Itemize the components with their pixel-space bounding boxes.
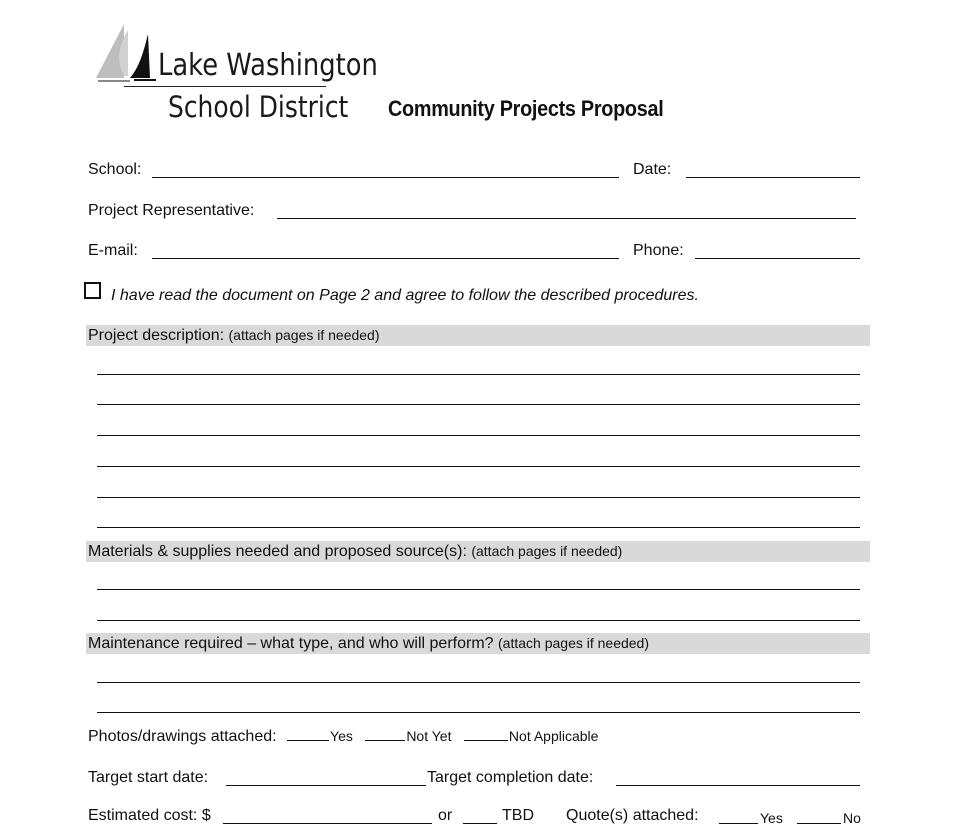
section-label: Materials & supplies needed and proposed source(s): <box>88 543 467 560</box>
photos-not-yet-option: Not Yet <box>406 728 452 744</box>
materials-line[interactable] <box>97 589 860 590</box>
agreement-checkbox[interactable] <box>84 282 101 299</box>
section-note: (attach pages if needed) <box>498 635 650 651</box>
maintenance-line[interactable] <box>97 712 860 713</box>
description-line[interactable] <box>97 466 860 467</box>
quotes-attached-label: Quote(s) attached: <box>566 807 699 824</box>
description-line[interactable] <box>97 374 860 375</box>
school-label: School: <box>88 161 142 178</box>
date-field[interactable] <box>686 177 860 178</box>
completion-date-field[interactable] <box>616 785 860 786</box>
section-project-description <box>86 325 870 346</box>
photos-not-applicable-option: Not Applicable <box>508 728 599 744</box>
quotes-no-blank[interactable] <box>797 823 841 824</box>
photos-yes-option: Yes <box>330 728 353 744</box>
start-date-label: Target start date: <box>88 769 209 786</box>
quotes-no-option: No <box>843 810 861 826</box>
estimated-cost-field[interactable] <box>223 823 432 824</box>
tbd-option: TBD <box>502 807 534 824</box>
start-date-field[interactable] <box>226 785 426 786</box>
cost-or-text: or <box>438 807 453 824</box>
photos-not-applicable-blank[interactable] <box>464 726 508 741</box>
sailboat-icon <box>94 22 164 84</box>
phone-label: Phone: <box>633 242 684 259</box>
photos-label: Photos/drawings attached: <box>88 728 277 745</box>
email-label: E-mail: <box>88 242 138 259</box>
logo-rule <box>124 86 326 87</box>
section-maintenance <box>86 633 870 654</box>
date-label: Date: <box>633 161 672 178</box>
description-line[interactable] <box>97 404 860 405</box>
completion-date-label: Target completion date: <box>427 769 594 786</box>
phone-field[interactable] <box>695 258 860 259</box>
section-label: Maintenance required – what type, and who will perform? <box>88 635 494 652</box>
tbd-blank[interactable] <box>463 823 497 824</box>
description-line[interactable] <box>97 435 860 436</box>
logo-line-2: School District <box>168 90 349 124</box>
section-materials <box>86 541 870 562</box>
logo-line-1: Lake Washington <box>158 48 378 83</box>
email-field[interactable] <box>152 258 619 259</box>
description-line[interactable] <box>97 497 860 498</box>
section-note: (attach pages if needed) <box>228 327 380 343</box>
materials-line[interactable] <box>97 620 860 621</box>
maintenance-line[interactable] <box>97 682 860 683</box>
photos-row <box>88 726 598 746</box>
agreement-text: I have read the document on Page 2 and agree to follow the described procedures. <box>111 287 699 304</box>
form-title: Community Projects Proposal <box>388 96 664 121</box>
photos-yes-blank[interactable] <box>287 726 329 741</box>
estimated-cost-label: Estimated cost: $ <box>88 807 211 824</box>
section-note: (attach pages if needed) <box>471 543 623 559</box>
photos-not-yet-blank[interactable] <box>365 726 405 741</box>
section-label: Project description: <box>88 327 225 344</box>
description-line[interactable] <box>97 527 860 528</box>
project-rep-field[interactable] <box>277 218 856 219</box>
project-rep-label: Project Representative: <box>88 202 255 219</box>
quotes-yes-option: Yes <box>760 810 783 826</box>
school-field[interactable] <box>152 177 619 178</box>
quotes-yes-blank[interactable] <box>719 823 758 824</box>
